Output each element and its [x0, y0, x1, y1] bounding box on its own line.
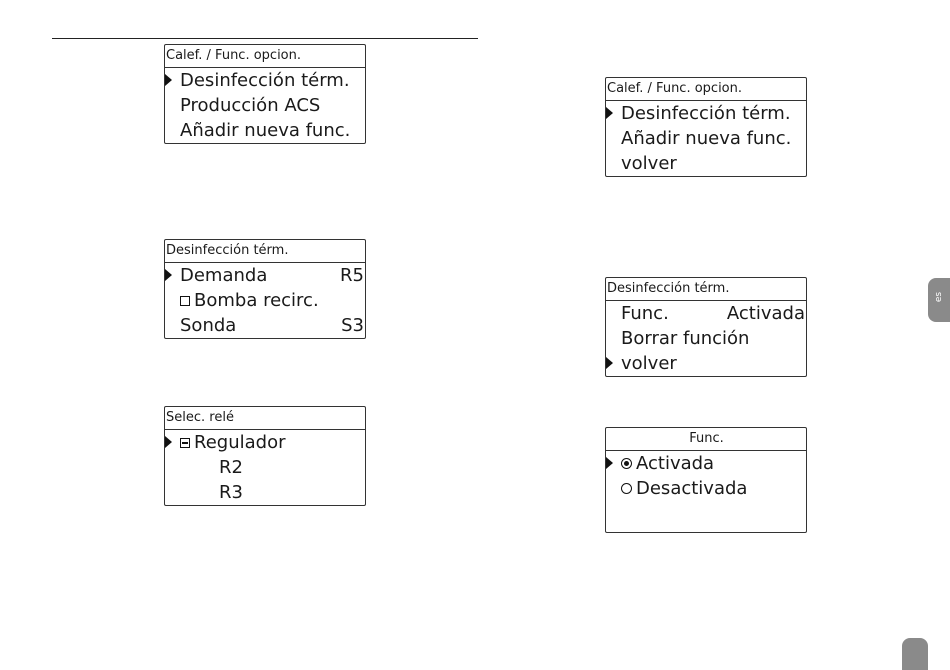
menu-item-volver[interactable]: volver	[621, 153, 677, 174]
selection-arrow-icon	[606, 357, 613, 369]
selection-arrow-icon	[606, 457, 613, 469]
screen-calef-func-opcion-right	[605, 77, 807, 177]
screen-title: Calef. / Func. opcion.	[606, 78, 806, 101]
menu-item-desinfeccion[interactable]: Desinfección térm.	[165, 68, 365, 93]
screen-title: Calef. / Func. opcion.	[165, 45, 365, 68]
radio-selected-icon[interactable]	[621, 458, 632, 469]
menu-item-anadir-func[interactable]: Añadir nueva func.	[180, 120, 351, 141]
collapse-icon[interactable]	[180, 438, 190, 448]
menu-item-desinfeccion[interactable]: Desinfección térm.	[606, 101, 806, 126]
menu-item-bomba-recirc[interactable]: Bomba recirc.	[165, 288, 365, 313]
page-tab	[902, 638, 928, 670]
selection-arrow-icon	[165, 436, 172, 448]
menu-item-sonda[interactable]: Sonda S3	[180, 315, 364, 336]
menu-item-borrar-funcion[interactable]: Borrar función	[621, 328, 750, 349]
menu-item-produccion-acs[interactable]: Producción ACS	[180, 95, 321, 116]
menu-item-demanda[interactable]: Demanda R5	[165, 263, 365, 288]
screen-desinfeccion-left	[164, 239, 366, 339]
selection-arrow-icon	[165, 74, 172, 86]
selection-arrow-icon	[606, 107, 613, 119]
menu-item-r3[interactable]: R3	[219, 482, 243, 503]
menu-item-volver[interactable]: volver	[606, 351, 806, 376]
radio-unselected-icon[interactable]	[621, 483, 632, 494]
screen-desinfeccion-right	[605, 277, 807, 377]
screen-title: Desinfección térm.	[165, 240, 365, 263]
menu-item-regulador[interactable]: Regulador	[165, 430, 365, 455]
selection-arrow-icon	[165, 269, 172, 281]
screen-title: Selec. relé	[165, 407, 365, 430]
menu-item-anadir-func[interactable]: Añadir nueva func.	[621, 128, 792, 149]
menu-item-r2[interactable]: R2	[219, 457, 243, 478]
language-tab: es	[928, 278, 950, 322]
screen-title: Desinfección térm.	[606, 278, 806, 301]
option-desactivada[interactable]: Desactivada	[606, 476, 806, 501]
screen-title: Func.	[606, 428, 806, 451]
screen-func	[605, 427, 807, 533]
option-activada[interactable]: Activada	[606, 451, 806, 476]
screen-calef-func-opcion-left	[164, 44, 366, 144]
screen-selec-rele	[164, 406, 366, 506]
checkbox-icon[interactable]	[180, 296, 190, 306]
menu-item-func[interactable]: Func. Activada	[621, 303, 805, 324]
header-rule	[52, 38, 478, 39]
